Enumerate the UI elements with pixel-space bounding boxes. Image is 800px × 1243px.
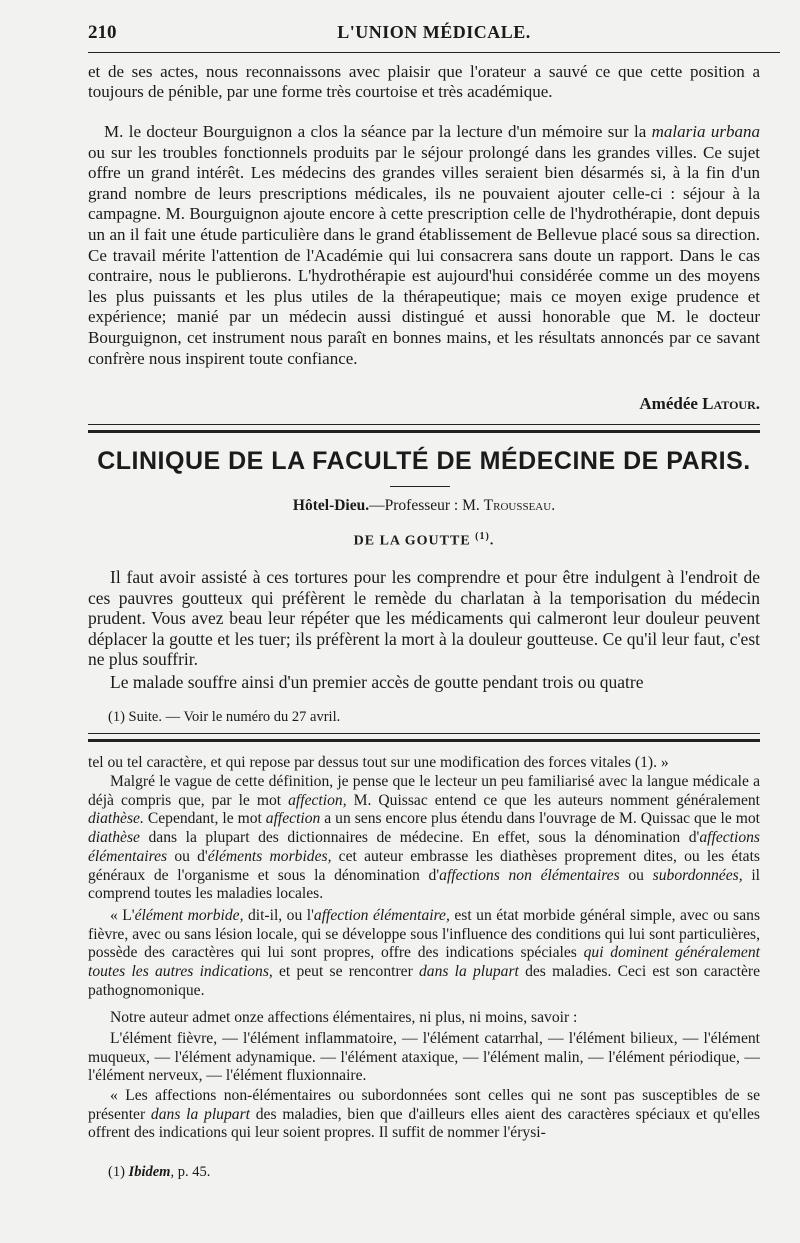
text-run: ou sur les troubles fonctionnels produits par le séjour prolongé dans les grandes villes. Ce sujet offre un grand intérêt. Les médecins des grandes villes seraient bien désarmés si, à la fin d'un grand nombre de leurs prescriptions médicales, ils ne pouvaient ajouter celle-ci : séjour à la campagne. M. Bourguignon ajoute encore à cette prescription celle de l'hydrothérapie, dont depuis un an il fait une étude particulière dans le grand établissement de Bellevue placé sous sa direction. Ce travail mérite l'attention de l'Académie qui lui consacrera sans doute un rapport. Dans le cas contraire, nous le publierons. L'hydrothérapie est aujourd'hui considérée comme un des moyens les plus puissants et les plus utiles de la thérapeutique; mais ce moyen exige prudence et expérience; manié par un médecin aussi distingué et aussi honorable que M. le docteur Bourguignon, cet instrument nous paraît en bonnes mains, et les résultats annoncés par ce savant confrère nous inspirent toute confiance.	[88, 142, 760, 368]
text-run: dans la plupart des dictionnaires de médecine. En effet, sous la dénomination d'	[139, 829, 700, 847]
italic-run: affection,	[288, 791, 347, 809]
article3-paragraph5: L'élément fièvre, — l'élément inflammatoire, — l'élément catarrhal, — l'élément bilieux, — l'élément muqueux, — l'élément adynamique. — l'élément ataxique, — l'élément malin, — l'élément périodique, — l'élément nerveux, — l'élément fluxionnaire.	[88, 1030, 760, 1085]
header-rule	[88, 52, 780, 53]
professor-name: Trousseau.	[483, 497, 556, 514]
article3-paragraph1: tel ou tel caractère, et qui repose par dessus tout sur une modification des forces vitales (1). »	[88, 754, 669, 771]
text-run: (1)	[108, 1164, 129, 1180]
text-run: , p. 45.	[170, 1164, 211, 1180]
signature-first-name: Amédée	[639, 394, 703, 413]
italic-run: dans la plupart	[150, 1105, 250, 1123]
text-run: M. Quissac entend ce que les auteurs nomment généralement	[346, 791, 760, 809]
footnote-2	[108, 1164, 210, 1181]
section-title: CLINIQUE DE LA FACULTÉ DE MÉDECINE DE PARIS.	[97, 447, 751, 475]
italic-run: diathèse.	[88, 810, 144, 828]
text-run: « Les affections non-élémentaires ou subordonnées sont celles qui ne sont pas susceptibles de se présenter	[88, 1087, 760, 1123]
article1-paragraph2	[88, 122, 760, 369]
text-run: des maladies, bien que d'ailleurs elles aient des caractères spéciaux et qu'elles offrent des indications qui leur soient propres. Il suffit de nommer l'érysi-	[88, 1105, 760, 1142]
italic-run: malaria urbana	[651, 122, 760, 141]
text-run: « L'	[110, 907, 135, 924]
italic-run: Ibidem	[128, 1164, 171, 1180]
italic-run: diathèse	[88, 829, 140, 847]
subject-end: .	[489, 533, 495, 549]
italic-run: dans la plupart	[418, 963, 519, 981]
footnote-ref: (1)	[475, 531, 490, 542]
text-run: est un état morbide général simple, avec ou sans fièvre, avec ou sans lésion locale, qui se développe sous l'influence des conditions qui lui sont particulières, possède des caractères qui lui sont propres, offre des indications spéciales	[88, 907, 761, 962]
signature-last-name: Latour.	[702, 394, 760, 413]
text-run: Malgré le vague de cette définition, je pense que le lecteur un peu familiarisé avec la langue médicale a déjà compris que, par le mot	[88, 773, 760, 809]
page-header	[88, 18, 780, 48]
italic-run: élément morbide,	[134, 907, 244, 924]
italic-run: qui dominent généralement toutes les autres indications,	[88, 944, 760, 981]
text-run: ou	[619, 866, 653, 884]
article2-paragraph1: Il faut avoir assisté à ces tortures pour les comprendre et pour être indulgent à l'endroit de ces pauvres goutteux qui préfèrent le remède du charlatan à la temporisation du médecin prudent. Vous avez beau leur répéter que les médicaments qui calmeront leur douleur peuvent déplacer la goutte et les tuer; ils préfèrent la mort à la douleur goutteuse. Ce qu'il leur faut, c'est ne plus souffrir.	[88, 567, 760, 669]
text-run: il comprend toutes les maladies locales.	[88, 866, 760, 903]
article2-paragraph2: Le malade souffre ainsi d'un premier accès de goutte pendant trois ou quatre	[110, 672, 644, 692]
text-run: ou d'	[167, 847, 208, 865]
italic-run: affection	[265, 810, 321, 828]
section-divider	[88, 733, 760, 742]
hospital-name: Hôtel-Dieu.	[292, 497, 370, 514]
article3-paragraph2	[88, 773, 760, 904]
italic-run: subordonnées,	[652, 866, 743, 884]
section-divider	[88, 424, 760, 433]
hospital-line	[88, 497, 760, 515]
text-run: dit-il, ou l'	[243, 907, 314, 924]
italic-run: éléments morbides,	[207, 847, 332, 865]
article3-paragraph3	[88, 907, 760, 1001]
lecture-subject	[88, 531, 760, 550]
text-run: Cependant, le mot	[143, 810, 266, 828]
footnote-1: (1) Suite. — Voir le numéro du 27 avril.	[108, 709, 341, 725]
title-rule	[390, 486, 450, 487]
journal-title: L'UNION MÉDICALE.	[337, 22, 531, 42]
text-run: a un sens encore plus étendu dans l'ouvrage de M. Quissac que le mot	[320, 810, 760, 828]
italic-run: affection élémentaire,	[313, 907, 450, 924]
article3-paragraph6	[88, 1087, 760, 1143]
article1-paragraph1: et de ses actes, nous reconnaissons avec plaisir que l'orateur a sauvé ce que cette position a toujours de pénible, par une forme très courtoise et très académique.	[88, 62, 760, 101]
article3-paragraph4: Notre auteur admet onze affections élémentaires, ni plus, ni moins, savoir :	[110, 1009, 578, 1026]
author-signature	[639, 394, 760, 414]
italic-run: affections élémentaires	[88, 829, 760, 865]
italic-run: affections non élémentaires	[439, 866, 620, 884]
text-run: et peut se rencontrer	[272, 963, 419, 981]
professor-label: —Professeur : M.	[369, 497, 484, 514]
text-run: des maladies. Ceci est son caractère pathognomonique.	[88, 963, 761, 999]
subject-text: DE LA GOUTTE	[353, 533, 471, 549]
text-run: M. le docteur Bourguignon a clos la séance par la lecture d'un mémoire sur la	[104, 122, 652, 141]
text-run: cet auteur embrasse les diathèses proprement dites, ou les états généraux de l'organisme et sous la dénomination d'	[88, 847, 760, 884]
page-number: 210	[88, 22, 117, 43]
